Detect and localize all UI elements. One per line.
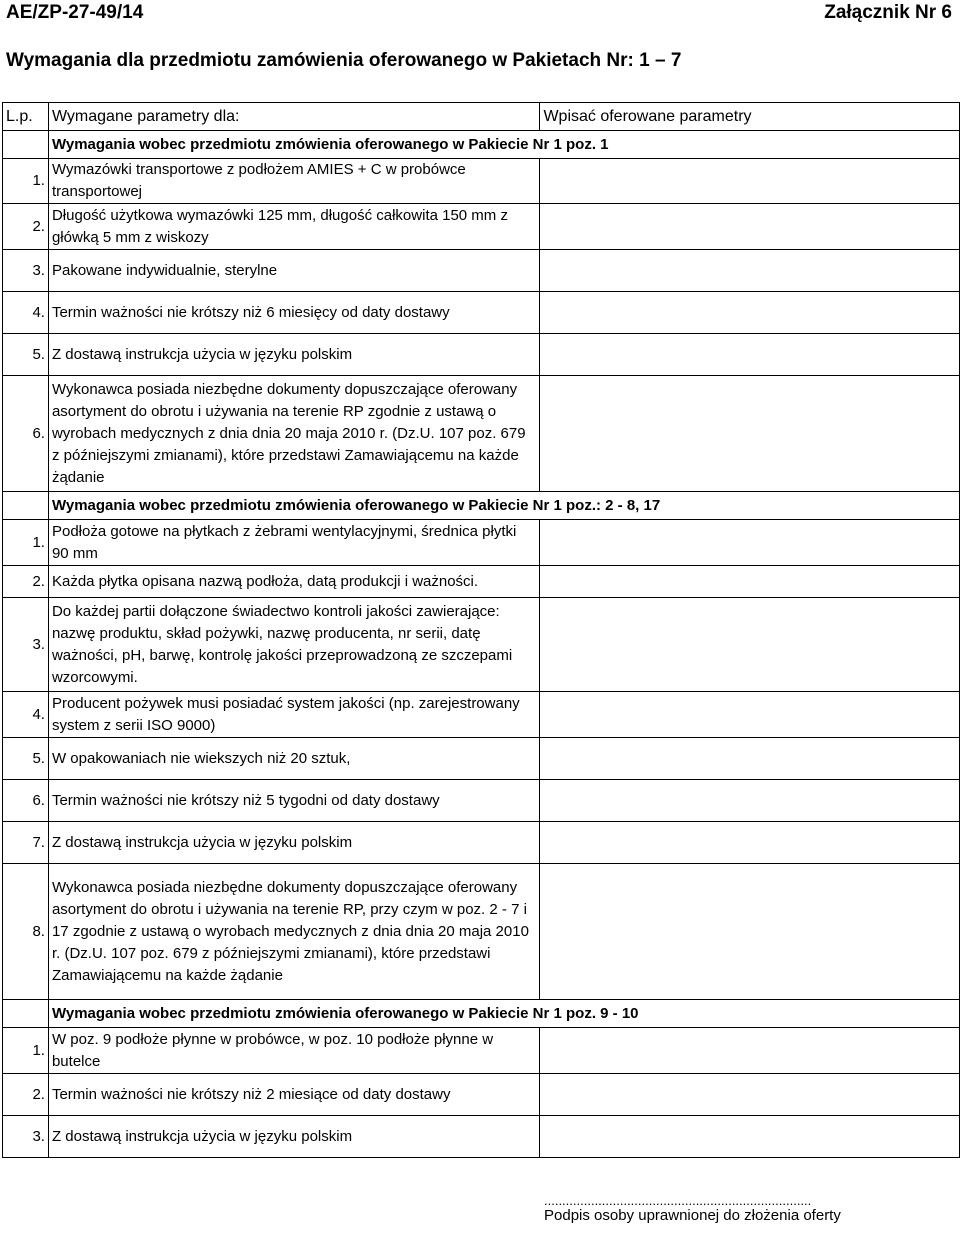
section-heading-row: [3, 492, 960, 520]
requirement-text: Termin ważności nie krótszy niż 5 tygodni od daty dostawy: [48, 780, 539, 822]
section-heading: Wymagania wobec przedmiotu zmówienia oferowanego w Pakiecie Nr 1 poz. 1: [48, 131, 959, 159]
row-number: 8.: [3, 864, 49, 1000]
row-number: 2.: [3, 566, 49, 598]
offered-value-cell[interactable]: [540, 250, 960, 292]
row-number: 6.: [3, 376, 49, 492]
column-header-offered: Wpisać oferowane parametry: [540, 103, 960, 131]
table-row: [3, 204, 960, 250]
offered-value-cell[interactable]: [540, 1116, 960, 1158]
attachment-label: Załącznik Nr 6: [824, 2, 952, 23]
requirement-text: W opakowaniach nie wiekszych niż 20 sztuk,: [48, 738, 539, 780]
table-row: [3, 692, 960, 738]
section-heading: Wymagania wobec przedmiotu zmówienia oferowanego w Pakiecie Nr 1 poz. 9 - 10: [48, 1000, 959, 1028]
requirement-text: W poz. 9 podłoże płynne w probówce, w poz. 10 podłoże płynne w butelce: [48, 1028, 539, 1074]
signature-line: ..........................................................................: [544, 1193, 812, 1208]
row-number: 5.: [3, 738, 49, 780]
table-row: [3, 1074, 960, 1116]
section-heading: Wymagania wobec przedmiotu zmówienia oferowanego w Pakiecie Nr 1 poz.: 2 - 8, 17: [48, 492, 959, 520]
requirement-text: Podłoża gotowe na płytkach z żebrami wentylacyjnymi, średnica płytki 90 mm: [48, 520, 539, 566]
table-row: [3, 292, 960, 334]
requirement-text: Długość użytkowa wymazówki 125 mm, długość całkowita 150 mm z główką 5 mm z wiskozy: [48, 204, 539, 250]
document-header: [0, 0, 960, 32]
offered-value-cell[interactable]: [540, 376, 960, 492]
row-number: 3.: [3, 598, 49, 692]
signature-label: Podpis osoby uprawnionej do złożenia oferty: [544, 1207, 841, 1224]
offered-value-cell[interactable]: [540, 780, 960, 822]
row-number: 7.: [3, 822, 49, 864]
requirement-text: Wymazówki transportowe z podłożem AMIES + C w probówce transportowej: [48, 159, 539, 204]
page-title: Wymagania dla przedmiotu zamówienia oferowanego w Pakietach Nr: 1 – 7: [6, 50, 682, 71]
column-header-lp: L.p.: [3, 103, 49, 131]
table-row: [3, 159, 960, 204]
row-number: 1.: [3, 1028, 49, 1074]
requirement-text: Z dostawą instrukcja użycia w języku polskim: [48, 1116, 539, 1158]
table-row: [3, 376, 960, 492]
requirement-text: Termin ważności nie krótszy niż 2 miesiące od daty dostawy: [48, 1074, 539, 1116]
section-heading-row: [3, 1000, 960, 1028]
row-number: 1.: [3, 159, 49, 204]
requirement-text: Wykonawca posiada niezbędne dokumenty dopuszczające oferowany asortyment do obrotu i używania na terenie RP zgodnie z ustawą o wyrobach medycznych z dnia dnia 20 maja 2010 r. (Dz.U. 107 poz. 679 z późniejszymi zmianami), które przedstawi Zamawiającemu na każde żądanie: [48, 376, 539, 492]
signature-block: [544, 1195, 841, 1225]
offered-value-cell[interactable]: [540, 738, 960, 780]
row-number: 4.: [3, 292, 49, 334]
requirements-table: [2, 102, 960, 1158]
offered-value-cell[interactable]: [540, 598, 960, 692]
offered-value-cell[interactable]: [540, 159, 960, 204]
row-number: 2.: [3, 1074, 49, 1116]
row-number: 5.: [3, 334, 49, 376]
offered-value-cell[interactable]: [540, 520, 960, 566]
section-heading-row: [3, 131, 960, 159]
table-row: [3, 822, 960, 864]
offered-value-cell[interactable]: [540, 822, 960, 864]
offered-value-cell[interactable]: [540, 334, 960, 376]
offered-value-cell[interactable]: [540, 864, 960, 1000]
row-number: 6.: [3, 780, 49, 822]
table-row: [3, 334, 960, 376]
table-row: [3, 250, 960, 292]
offered-value-cell[interactable]: [540, 1028, 960, 1074]
offered-value-cell[interactable]: [540, 1074, 960, 1116]
requirement-text: Pakowane indywidualnie, sterylne: [48, 250, 539, 292]
table-row: [3, 520, 960, 566]
table-row: [3, 738, 960, 780]
table-row: [3, 780, 960, 822]
requirement-text: Z dostawą instrukcja użycia w języku polskim: [48, 822, 539, 864]
requirement-text: Producent pożywek musi posiadać system jakości (np. zarejestrowany system z serii ISO 9000): [48, 692, 539, 738]
row-number: 3.: [3, 250, 49, 292]
row-number: 2.: [3, 204, 49, 250]
table-row: [3, 1116, 960, 1158]
table-row: [3, 566, 960, 598]
requirement-text: Z dostawą instrukcja użycia w języku polskim: [48, 334, 539, 376]
offered-value-cell[interactable]: [540, 692, 960, 738]
row-number: 3.: [3, 1116, 49, 1158]
offered-value-cell[interactable]: [540, 566, 960, 598]
table-row: [3, 864, 960, 1000]
row-number: 1.: [3, 520, 49, 566]
table-row: [3, 1028, 960, 1074]
reference-number: AE/ZP-27-49/14: [6, 2, 144, 23]
table-header-row: [3, 103, 960, 131]
offered-value-cell[interactable]: [540, 204, 960, 250]
requirement-text: Wykonawca posiada niezbędne dokumenty dopuszczające oferowany asortyment do obrotu i używania na terenie RP, przy czym w poz. 2 - 7 i 17 zgodnie z ustawą o wyrobach medycznych z dnia dnia 20 maja 2010 r. (Dz.U. 107 poz. 679 z późniejszymi zmianami), które przedstawi Zamawiającemu na każde żądanie: [48, 864, 539, 1000]
table-row: [3, 598, 960, 692]
column-header-params: Wymagane parametry dla:: [48, 103, 539, 131]
requirement-text: Każda płytka opisana nazwą podłoża, datą produkcji i ważności.: [48, 566, 539, 598]
requirement-text: Do każdej partii dołączone świadectwo kontroli jakości zawierające: nazwę produktu, skład pożywki, nazwę producenta, nr serii, datę ważności, pH, barwę, kontrolę jakości przeprowadzoną ze szczepami wzorcowymi.: [48, 598, 539, 692]
row-number: 4.: [3, 692, 49, 738]
requirement-text: Termin ważności nie krótszy niż 6 miesięcy od daty dostawy: [48, 292, 539, 334]
offered-value-cell[interactable]: [540, 292, 960, 334]
